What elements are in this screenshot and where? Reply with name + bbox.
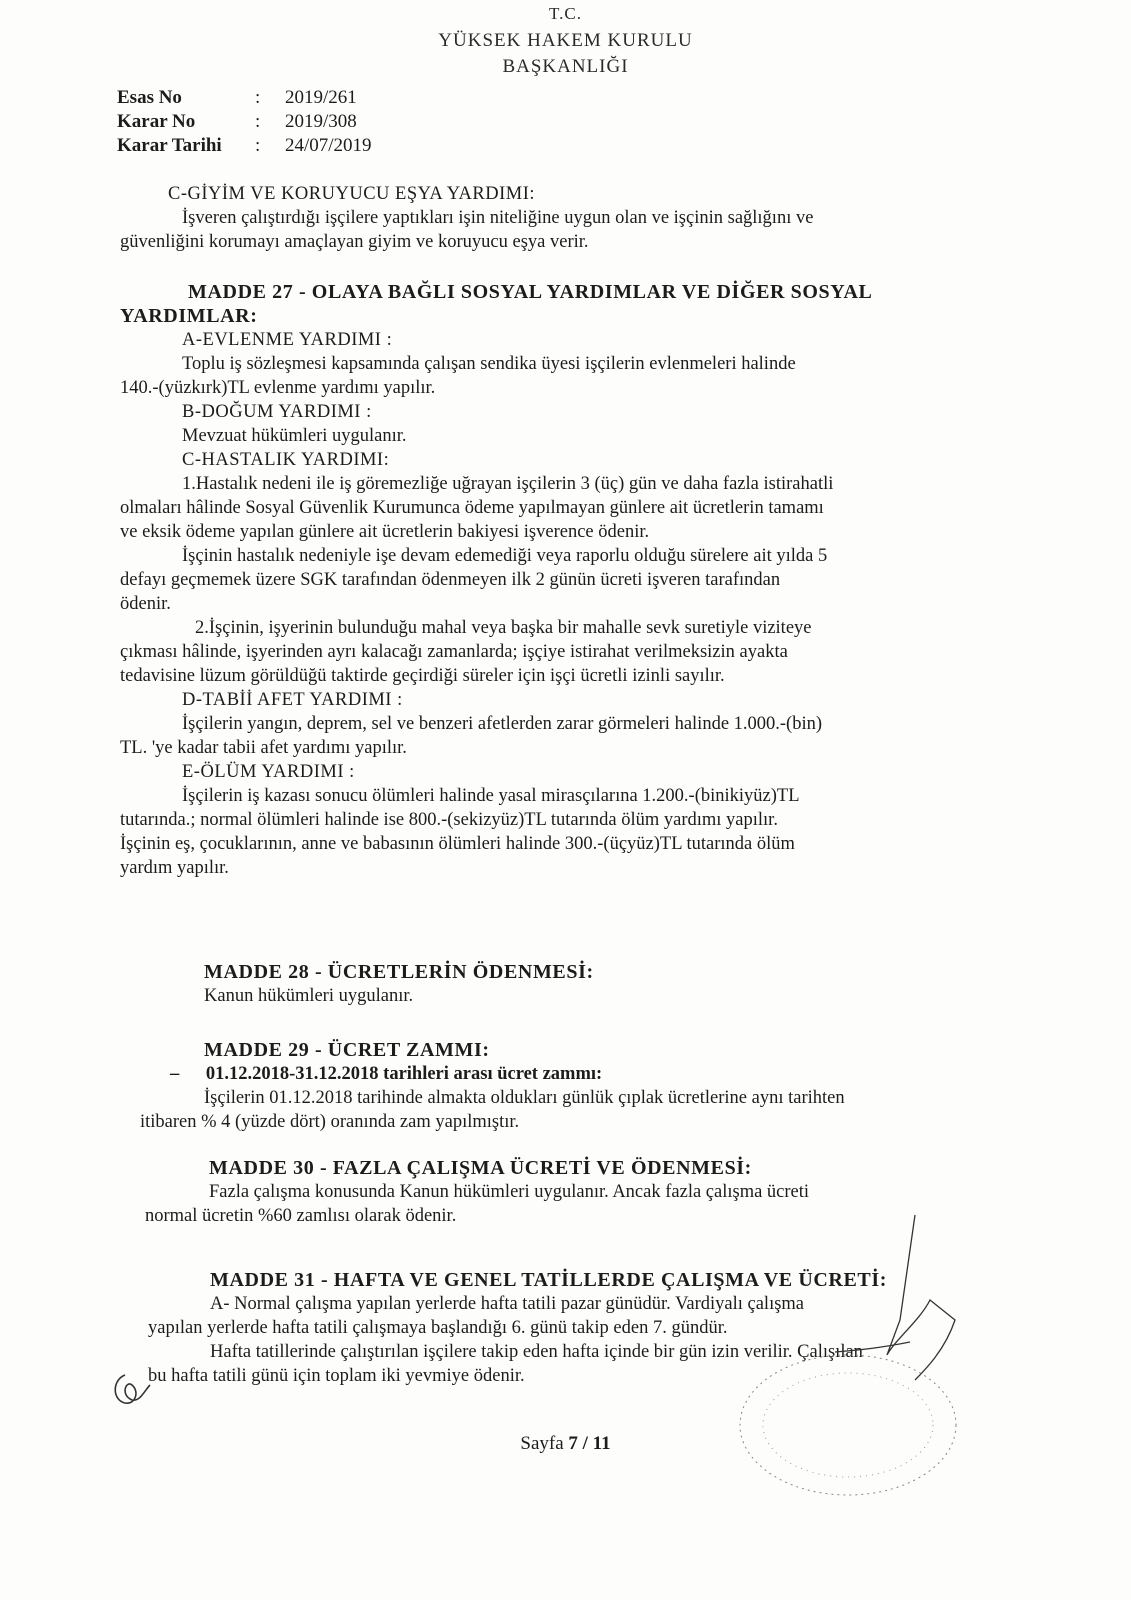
madde-30: [145, 1156, 1005, 1228]
bullet-dash: –: [170, 1064, 180, 1084]
article-title: MADDE 30 - FAZLA ÇALIŞMA ÜCRETİ VE ÖDENMESİ:: [209, 1157, 752, 1179]
meta-value: 2019/261: [285, 87, 357, 108]
paragraph-line: itibaren % 4 (yüzde dört) oranında zam yapılmıştır.: [140, 1112, 520, 1132]
paragraph-line: İşçilerin iş kazası sonucu ölümleri halinde yasal mirasçılarına 1.200.-(binikiyüz)TL: [182, 786, 800, 806]
meta-label: Esas No: [117, 87, 182, 108]
article-title-cont: YARDIMLAR:: [120, 305, 258, 327]
meta-colon: :: [255, 87, 261, 108]
meta-label: Karar Tarihi: [117, 135, 222, 156]
meta-colon: :: [255, 111, 261, 132]
paragraph-line: İşçinin eş, çocuklarının, anne ve babasının ölümleri halinde 300.-(üçyüz)TL tutarında ölüm: [120, 834, 795, 854]
subsection-heading: C-HASTALIK YARDIMI:: [182, 450, 390, 470]
madde-31: [148, 1268, 1008, 1388]
paragraph-line: İşçinin hastalık nedeniyle işe devam edemediği veya raporlu olduğu sürelere ait yılda 5: [182, 546, 828, 566]
page-footer: [0, 1433, 1131, 1455]
header-tc: T.C.: [549, 4, 582, 23]
subsection-heading: A-EVLENME YARDIMI :: [182, 330, 393, 350]
article-title: MADDE 28 - ÜCRETLERİN ÖDENMESİ:: [204, 961, 594, 983]
paragraph-line: İşçilerin 01.12.2018 tarihinde almakta oldukları günlük çıplak ücretlerine aynı tarihten: [204, 1088, 845, 1108]
case-meta: [117, 86, 372, 158]
paragraph-line: çıkması hâlinde, işyerinden ayrı kalacağı zamanlarda; işçiye istirahat verilmeksizin ayakta: [120, 642, 788, 662]
paragraph-line: normal ücretin %60 zamlısı olarak ödenir.: [145, 1206, 457, 1226]
meta-colon: :: [255, 135, 261, 156]
article-title: MADDE 27 - OLAYA BAĞLI SOSYAL YARDIMLAR VE DİĞER SOSYAL: [188, 281, 873, 303]
madde-28: [140, 960, 1000, 1008]
paragraph-line: olmaları hâlinde Sosyal Güvenlik Kurumunca ödeme yapılmayan günlere ait ücretlerin tamamı: [120, 498, 824, 518]
paragraph-line: A- Normal çalışma yapılan yerlerde hafta tatili pazar günüdür. Vardiyalı çalışma: [210, 1294, 805, 1314]
paragraph-line: yardım yapılır.: [120, 858, 229, 878]
meta-label: Karar No: [117, 111, 196, 132]
page-label: Sayfa: [520, 1433, 564, 1454]
paragraph-line: 2.İşçinin, işyerinin bulunduğu mahal veya başka bir mahalle sevk suretiyle viziteye: [195, 618, 812, 638]
page-number: 7 / 11: [568, 1433, 611, 1454]
madde-27: [120, 280, 980, 880]
paragraph-line: Toplu iş sözleşmesi kapsamında çalışan sendika üyesi işçilerin evlenmeleri halinde: [182, 354, 796, 374]
paragraph-line: yapılan yerlerde hafta tatili çalışmaya başlandığı 6. günü takip eden 7. gündür.: [148, 1318, 728, 1338]
paragraph-line: tutarında.; normal ölümleri halinde ise 800.-(sekizyüz)TL tutarında ölüm yardımı yapılır.: [120, 810, 778, 830]
paragraph-line: ödenir.: [120, 594, 171, 614]
madde-29: [140, 1038, 1000, 1134]
paragraph-line: Mevzuat hükümleri uygulanır.: [182, 426, 407, 446]
official-seal-inner: [763, 1373, 933, 1477]
meta-row-tarih: [117, 134, 372, 158]
subsection-heading: B-DOĞUM YARDIMI :: [182, 402, 372, 422]
article-title: MADDE 31 - HAFTA VE GENEL TATİLLERDE ÇALIŞMA VE ÜCRETİ:: [210, 1269, 888, 1291]
section-c-giyim: [120, 182, 980, 254]
subsection-heading: D-TABİİ AFET YARDIMI :: [182, 690, 403, 710]
header-office: BAŞKANLIĞI: [502, 56, 629, 77]
paragraph-line: 140.-(yüzkırk)TL evlenme yardımı yapılır.: [120, 378, 436, 398]
paragraph-line: defayı geçmemek üzere SGK tarafından ödenmeyen ilk 2 günün ücreti işveren tarafından: [120, 570, 781, 590]
paragraph-line: Kanun hükümleri uygulanır.: [204, 986, 414, 1006]
paragraph-line: Hafta tatillerinde çalıştırılan işçilere takip eden hafta içinde bir gün izin verilir. Çalışılan: [210, 1342, 863, 1362]
paragraph-line: TL. 'ye kadar tabii afet yardımı yapılır.: [120, 738, 407, 758]
paragraph-line: Fazla çalışma konusunda Kanun hükümleri uygulanır. Ancak fazla çalışma ücreti: [209, 1182, 810, 1202]
meta-value: 24/07/2019: [285, 135, 372, 156]
section-heading: C-GİYİM VE KORUYUCU EŞYA YARDIMI:: [168, 184, 535, 204]
paragraph-line: güvenliğini korumayı amaçlayan giyim ve koruyucu eşya verir.: [120, 232, 589, 252]
meta-row-karar: [117, 110, 372, 134]
date-range-heading: 01.12.2018-31.12.2018 tarihleri arası ücret zammı:: [205, 1064, 603, 1084]
subsection-heading: E-ÖLÜM YARDIMI :: [182, 762, 355, 782]
header-org: YÜKSEK HAKEM KURULU: [438, 30, 693, 51]
date-range-item: [140, 1062, 1000, 1086]
paragraph-line: 1.Hastalık nedeni ile iş göremezliğe uğrayan işçilerin 3 (üç) gün ve daha fazla istirahatli: [182, 474, 834, 494]
paragraph-line: tedavisine lüzum görüldüğü taktirde geçirdiği süreler için işçi ücretli izinli sayılır.: [120, 666, 725, 686]
paragraph-line: ve eksik ödeme yapılan günlere ait ücretlerin bakiyesi işverence ödenir.: [120, 522, 650, 542]
paragraph-line: bu hafta tatili günü için toplam iki yevmiye ödenir.: [148, 1366, 525, 1386]
initials-signature: [115, 1375, 150, 1403]
article-title: MADDE 29 - ÜCRET ZAMMI:: [204, 1039, 490, 1061]
meta-value: 2019/308: [285, 111, 357, 132]
meta-row-esas: [117, 86, 372, 110]
paragraph-line: İşveren çalıştırdığı işçilere yaptıkları işin niteliğine uygun olan ve işçinin sağlığını ve: [182, 208, 814, 228]
paragraph-line: İşçilerin yangın, deprem, sel ve benzeri afetlerden zarar görmeleri halinde 1.000.-(bin): [182, 714, 823, 734]
